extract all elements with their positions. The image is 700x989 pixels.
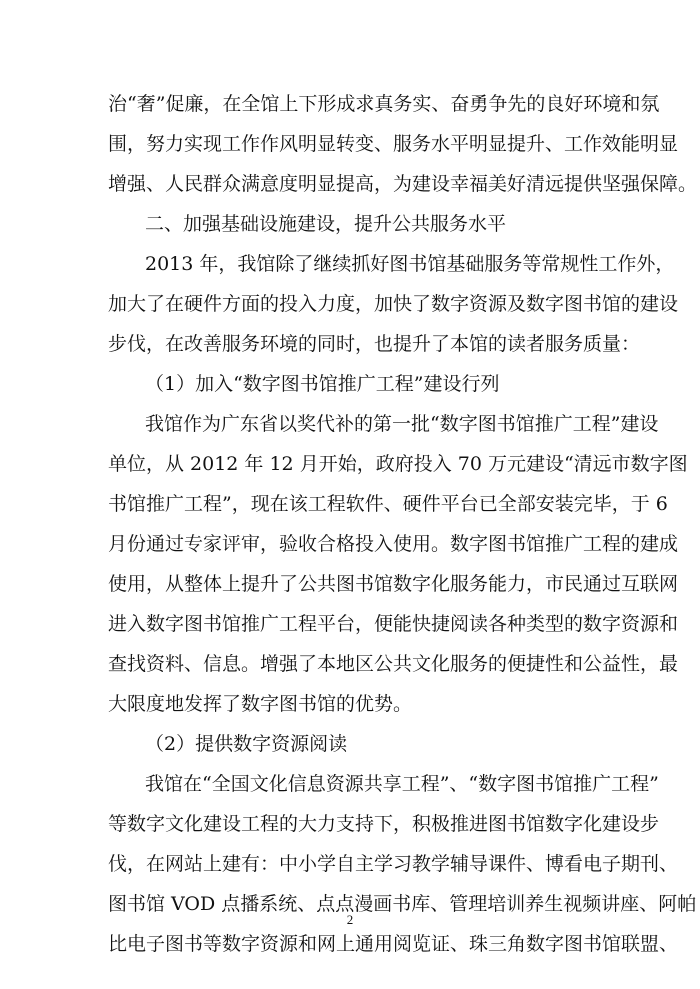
body-text-line: 查找资料、信息。增强了本地区公共文化服务的便捷性和公益性，最 bbox=[108, 653, 679, 675]
body-text-line: 围，努力实现工作作风明显转变、服务水平明显提升、工作效能明显 bbox=[108, 133, 679, 155]
body-text-line: 大限度地发挥了数字图书馆的优势。 bbox=[108, 693, 413, 715]
body-text-line: 2013 年，我馆除了继续抓好图书馆基础服务等常规性工作外， bbox=[145, 253, 675, 275]
body-text-line: 我馆作为广东省以奖代补的第一批“数字图书馆推广工程”建设 bbox=[145, 413, 659, 435]
body-text-line: 进入数字图书馆推广工程平台，便能快捷阅读各种类型的数字资源和 bbox=[108, 613, 679, 635]
body-text-line: 书馆推广工程”，现在该工程软件、硬件平台已全部安装完毕，于 6 bbox=[108, 493, 668, 515]
body-text-line: 加大了在硬件方面的投入力度，加快了数字资源及数字图书馆的建设 bbox=[108, 293, 679, 315]
body-text-line: 治“奢”促廉，在全馆上下形成求真务实、奋勇争先的良好环境和氛 bbox=[108, 93, 660, 115]
body-text-line: 步伐，在改善服务环境的同时，也提升了本馆的读者服务质量： bbox=[108, 333, 641, 355]
body-text-line: 我馆在“全国文化信息资源共享工程”、“数字图书馆推广工程” bbox=[145, 773, 659, 795]
subsection-heading: （2）提供数字资源阅读 bbox=[145, 733, 348, 755]
body-text-line: 等数字文化建设工程的大力支持下，积极推进图书馆数字化建设步 bbox=[108, 813, 660, 835]
body-text-line: 比电子图书等数字资源和网上通用阅览证、珠三角数字图书馆联盟、 bbox=[108, 933, 679, 955]
body-text-line: 单位，从 2012 年 12 月开始，政府投入 70 万元建设“清远市数字图 bbox=[108, 453, 688, 475]
body-text-line: 增强、人民群众满意度明显提高，为建设幸福美好清远提供坚强保障。 bbox=[108, 173, 698, 195]
page-number: 2 bbox=[346, 912, 354, 927]
subsection-heading: （1）加入“数字图书馆推广工程”建设行列 bbox=[145, 373, 500, 395]
body-text-line: 伐，在网站上建有：中小学自主学习教学辅导课件、博看电子期刊、 bbox=[108, 853, 679, 875]
body-text-line: 月份通过专家评审，验收合格投入使用。数字图书馆推广工程的建成 bbox=[108, 533, 679, 555]
section-heading: 二、加强基础设施建设，提升公共服务水平 bbox=[145, 213, 507, 235]
body-text-line: 图书馆 VOD 点播系统、点点漫画书库、管理培训养生视频讲座、阿帕 bbox=[108, 893, 697, 915]
body-text-line: 使用，从整体上提升了公共图书馆数字化服务能力，市民通过互联网 bbox=[108, 573, 679, 595]
